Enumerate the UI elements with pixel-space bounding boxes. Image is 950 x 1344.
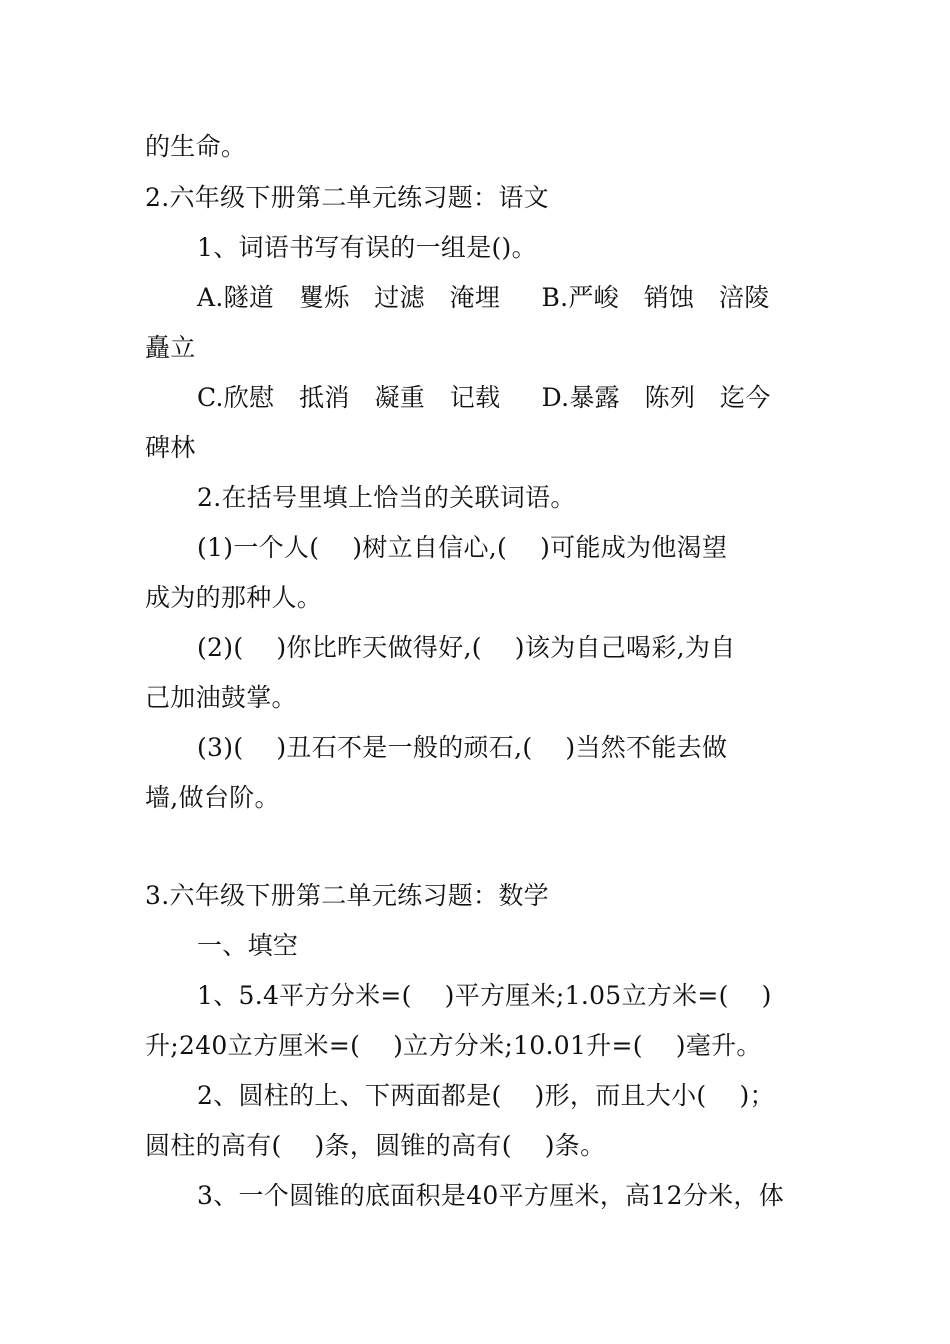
subsection-heading: 一、填空 — [197, 931, 299, 960]
question-line-continued: 圆柱的高有( )条，圆锥的高有( )条。 — [145, 1131, 606, 1160]
question-line: 2、圆柱的上、下两面都是( )形，而且大小( )； — [197, 1081, 775, 1110]
question-line-continued: 墙,做台阶。 — [145, 783, 280, 812]
section-heading: 3.六年级下册第二单元练习题：数学 — [145, 881, 549, 910]
text-line: 的生命。 — [145, 132, 247, 161]
option-line-continued: 碑林 — [145, 433, 196, 462]
question-line: 2.在括号里填上恰当的关联词语。 — [197, 483, 576, 512]
question-line-continued: 己加油鼓掌。 — [145, 683, 297, 712]
option-line: C.欣慰 抵消 凝重 记载 D.暴露 陈列 迄今 — [197, 383, 771, 412]
question-line: (1)一个人( )树立自信心,( )可能成为他渴望 — [197, 533, 728, 562]
question-line: 3、一个圆锥的底面积是40平方厘米，高12分米，体 — [197, 1181, 785, 1210]
option-line: A.隧道 矍烁 过滤 淹埋 B.严峻 销蚀 涪陵 — [197, 283, 770, 312]
question-line: 1、词语书写有误的一组是()。 — [197, 233, 537, 262]
question-line: 1、5.4平方分米=( )平方厘米;1.05立方米=( ) — [197, 981, 772, 1010]
question-line-continued: 升;240立方厘米=( )立方分米;10.01升=( )毫升。 — [145, 1031, 762, 1060]
question-line-continued: 成为的那种人。 — [145, 583, 323, 612]
section-heading: 2.六年级下册第二单元练习题：语文 — [145, 183, 549, 212]
option-line-continued: 矗立 — [145, 333, 196, 362]
question-line: (3)( )丑石不是一般的顽石,( )当然不能去做 — [197, 733, 728, 762]
question-line: (2)( )你比昨天做得好,( )该为自己喝彩,为自 — [197, 633, 736, 662]
